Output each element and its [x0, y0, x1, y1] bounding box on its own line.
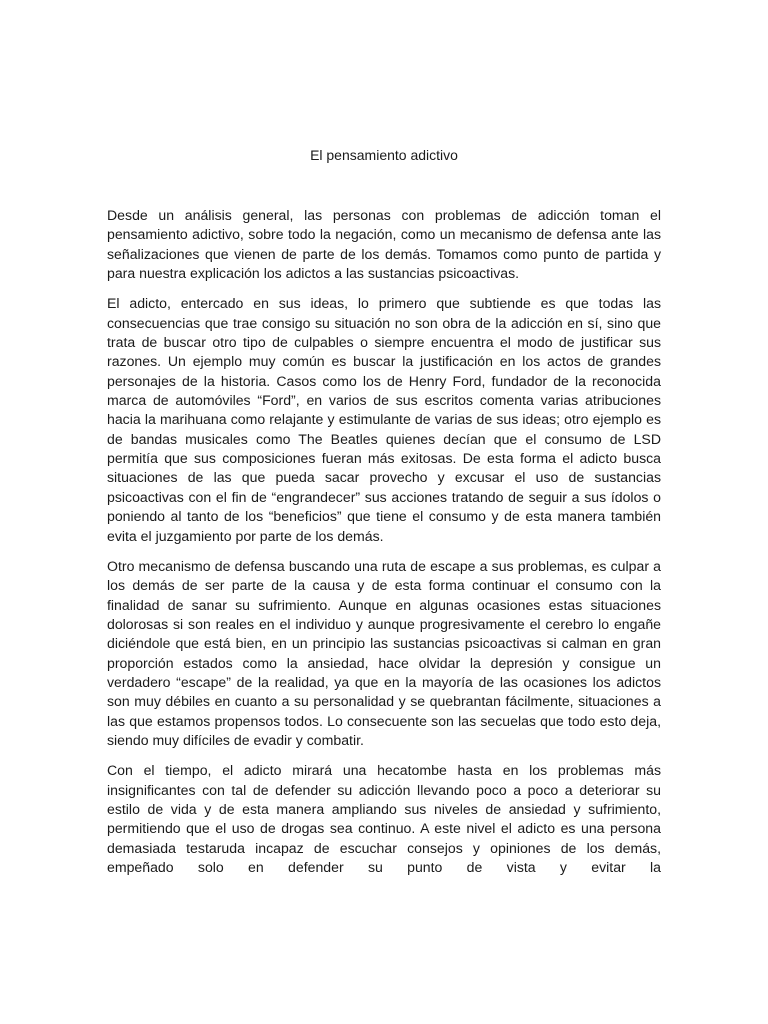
- paragraph-2: El adicto, entercado en sus ideas, lo primero que subtiende es que todas las consecuencias que trae consigo su situación no son obra de la adicción en sí, sino que trata de buscar otro tipo de culpables o siempre encuentra el modo de justificar sus razones. Un ejemplo muy común es buscar la justificación en los actos de grandes personajes de la historia. Casos como los de Henry Ford, fundador de la reconocida marca de automóviles “Ford”, en varios de sus escritos comenta varias atribuciones hacia la marihuana como relajante y estimulante de varias de sus ideas; otro ejemplo es de bandas musicales como The Beatles quienes decían que el consumo de LSD permitía que sus composiciones fueran más exitosas. De esta forma el adicto busca situaciones de las que pueda sacar provecho y excusar el uso de sustancias psicoactivas con el fin de “engrandecer” sus acciones tratando de seguir a sus ídolos o poniendo al tanto de los “beneficios” que tiene el consumo y de esta manera también evita el juzgamiento por parte de los demás.: [107, 295, 661, 544]
- paragraph-1: Desde un análisis general, las personas con problemas de adicción toman el pensamiento adictivo, sobre todo la negación, como un mecanismo de defensa ante las señalizaciones que vienen de parte de los demás. Tomamos como punto de partida y para nuestra explicación los adictos a las sustancias psicoactivas.: [107, 207, 661, 282]
- document-title: El pensamiento adictivo: [310, 147, 458, 163]
- paragraph-3: Otro mecanismo de defensa buscando una ruta de escape a sus problemas, es culpar a los demás de ser parte de la causa y de esta forma continuar el consumo con la finalidad de sanar su sufrimiento. Aunque en algunas ocasiones estas situaciones dolorosas si son reales en el individuo y aunque progresivamente el cerebro lo engañe diciéndole que está bien, en un principio las sustancias psicoactivas si calman en gran proporción estados como la ansiedad, hace olvidar la depresión y consigue un verdadero “escape” de la realidad, ya que en la mayoría de las ocasiones los adictos son muy débiles en cuanto a su personalidad y se quebrantan fácilmente, situaciones a las que estamos propensos todos. Lo consecuente son las secuelas que todo esto deja, siendo muy difíciles de evadir y combatir.: [107, 557, 661, 748]
- document-body: [107, 206, 661, 888]
- paragraph-4: Con el tiempo, el adicto mirará una hecatombe hasta en los problemas más insignificantes con tal de defender su adicción llevando poco a poco a deteriorar su estilo de vida y de esta manera ampliando sus niveles de ansiedad y sufrimiento, permitiendo que el uso de drogas sea continuo. A este nivel el adicto es una persona demasiada testaruda incapaz de escuchar consejos y opiniones de los demás, empeñado solo en defender su punto de vista y evitar la: [107, 762, 661, 875]
